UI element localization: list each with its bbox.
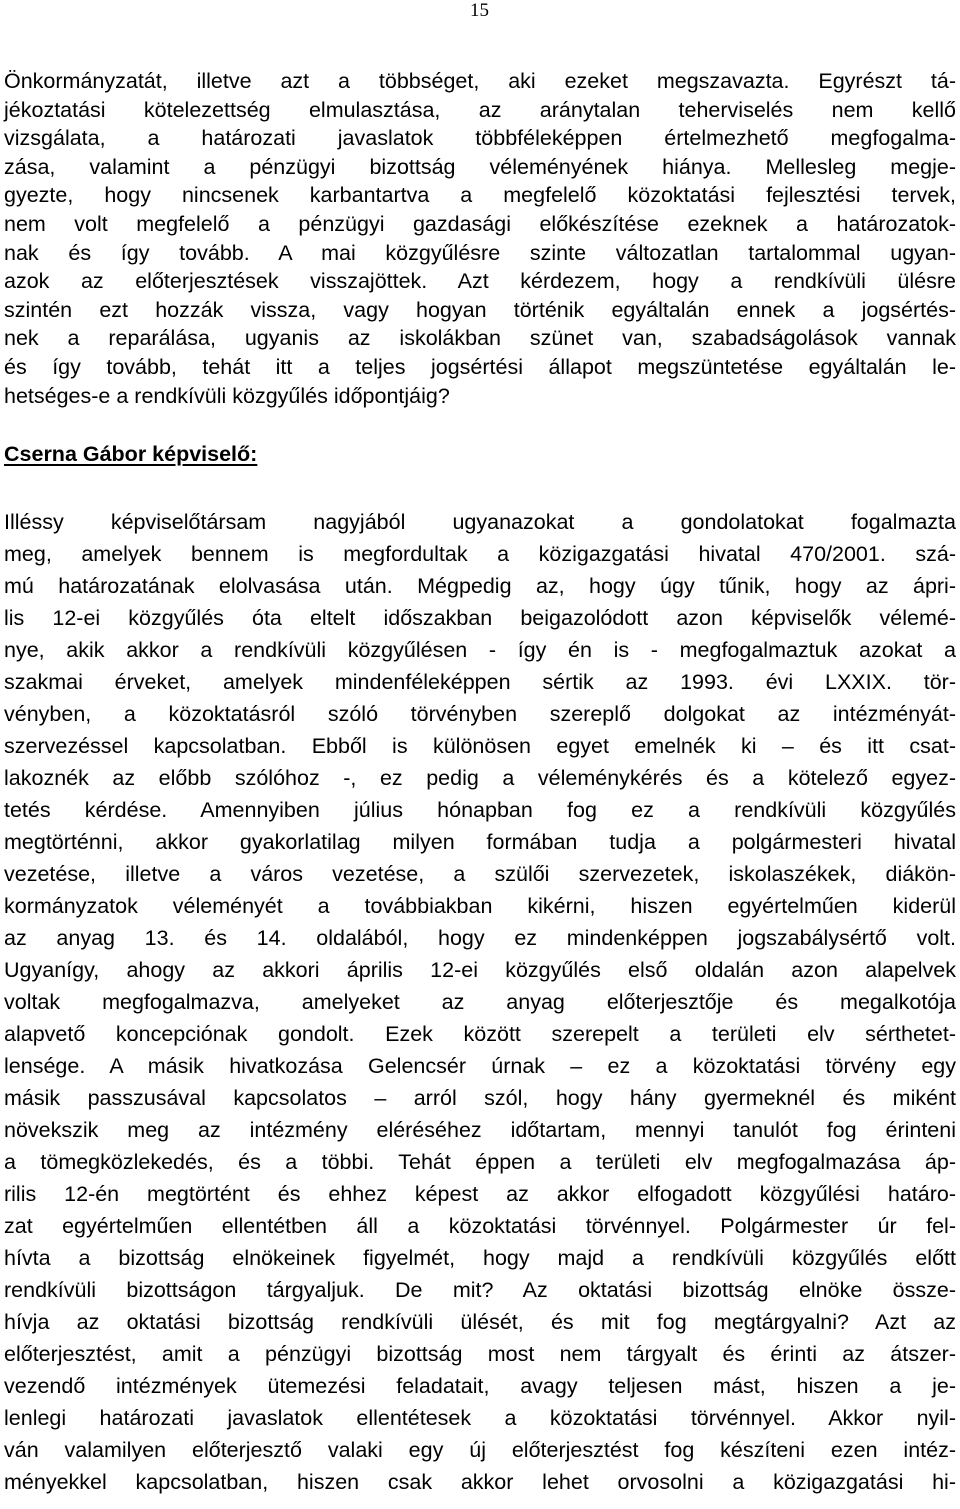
text-line: szakmai érveket, amelyek mindenféleképpen sértik az 1993. évi LXXIX. tör-: [4, 670, 956, 695]
text-line: nem volt megfelelő a pénzügyi gazdasági előkészítése ezeknek a határozatok-: [4, 211, 956, 236]
page-number: 15: [470, 0, 489, 21]
text-line: mú határozatának elolvasása után. Mégpedig az, hogy úgy tűnik, hogy az ápri-: [4, 574, 956, 599]
text-line: zat egyértelműen ellentétben áll a közoktatási törvénnyel. Polgármester úr fel-: [4, 1214, 956, 1239]
text-line: és így tovább, tehát itt a teljes jogsértési állapot megszüntetése egyáltalán le-: [4, 354, 956, 379]
text-line: hetséges-e a rendkívüli közgyűlés időpontjáig?: [4, 383, 450, 408]
text-line: nye, akik akkor a rendkívüli közgyűlésen - így én is - megfogalmaztuk azokat a: [4, 638, 956, 663]
text-line: szintén ezt hozzák vissza, vagy hogyan történik egyáltalán ennek a jogsértés-: [4, 297, 956, 322]
text-line: rilis 12-én megtörtént és ehhez képest az akkor elfogadott közgyűlési határo-: [4, 1182, 956, 1207]
text-line: hívta a bizottság elnökeinek figyelmét, hogy majd a rendkívüli közgyűlés előtt: [4, 1246, 956, 1271]
text-line: vényben, a közoktatásról szóló törvényben szereplő dolgokat az intézményát-: [4, 702, 956, 727]
text-line: kormányzatok véleményét a továbbiakban kikérni, hiszen egyértelműen kiderül: [4, 894, 956, 919]
speaker-heading: Cserna Gábor képviselő:: [4, 442, 258, 467]
text-line: nek a reparálása, ugyanis az iskolákban szünet van, szabadságolások vannak: [4, 326, 956, 351]
text-line: lakoznék az előbb szólóhoz -, ez pedig a véleménykérés és a kötelező egyez-: [4, 766, 956, 791]
text-line: rendkívüli bizottságon tárgyaljuk. De mit? Az oktatási bizottság elnöke össze-: [4, 1278, 956, 1303]
text-line: az anyag 13. és 14. oldalából, hogy ez mindenképpen jogszabálysértő volt.: [4, 926, 956, 951]
text-line: lensége. A másik hivatkozása Gelencsér úrnak – ez a közoktatási törvény egy: [4, 1054, 956, 1079]
text-line: jékoztatási kötelezettség elmulasztása, az aránytalan teherviselés nem kellő: [4, 97, 956, 122]
text-line: Illéssy képviselőtársam nagyjából ugyanazokat a gondolatokat fogalmazta: [4, 510, 956, 535]
text-line: azok az előterjesztések visszajöttek. Azt kérdezem, hogy a rendkívüli ülésre: [4, 269, 956, 294]
text-line: a tömegközlekedés, és a többi. Tehát éppen a területi elv megfogalmazása áp-: [4, 1150, 956, 1175]
text-line: vezetése, illetve a város vezetése, a szülői szervezetek, iskolaszékek, diákön-: [4, 862, 956, 887]
text-line: előterjesztést, amit a pénzügyi bizottság most nem tárgyalt és érinti az átszer-: [4, 1342, 956, 1367]
text-line: Ugyanígy, ahogy az akkori április 12-ei közgyűlés első oldalán azon alapelvek: [4, 958, 956, 983]
text-line: voltak megfogalmazva, amelyeket az anyag előterjesztője és megalkotója: [4, 990, 956, 1015]
text-line: szervezéssel kapcsolatban. Ebből is különösen egyet emelnék ki – és itt csat-: [4, 734, 956, 759]
text-line: növekszik meg az intézmény eléréséhez időtartam, mennyi tanulót fog érinteni: [4, 1118, 956, 1143]
text-line: hívja az oktatási bizottság rendkívüli ülését, és mit fog megtárgyalni? Azt az: [4, 1310, 956, 1335]
text-line: vizsgálata, a határozati javaslatok többféleképpen értelmezhető megfogalma-: [4, 126, 956, 151]
text-line: alapvető koncepciónak gondolt. Ezek között szerepelt a területi elv sérthetet-: [4, 1022, 956, 1047]
text-line: nak és így tovább. A mai közgyűlésre szinte változatlan tartalommal ugyan-: [4, 240, 956, 265]
document-body: [4, 67, 956, 1498]
text-line: lis 12-ei közgyűlés óta eltelt időszakban beigazolódott azon képviselők vélemé-: [4, 606, 956, 631]
text-line: zása, valamint a pénzügyi bizottság véleményének hiánya. Mellesleg megje-: [4, 154, 956, 179]
text-line: Önkormányzatát, illetve azt a többséget, aki ezeket megszavazta. Egyrészt tá-: [4, 69, 956, 93]
paragraph-previous-speaker: [4, 67, 956, 410]
text-line: lenlegi határozati javaslatok ellentétesek a közoktatási törvénnyel. Akkor nyil-: [4, 1406, 956, 1431]
text-line: megtörténni, akkor gyakorlatilag milyen formában tudja a polgármesteri hivatal: [4, 830, 956, 855]
text-line: vezendő intézmények ütemezési feladatait, avagy teljesen mást, hiszen a je-: [4, 1374, 956, 1399]
text-line: ván valamilyen előterjesztő valaki egy új előterjesztést fog készíteni ezen intéz-: [4, 1438, 956, 1463]
text-line: másik passzusával kapcsolatos – arról szól, hogy hány gyermeknél és miként: [4, 1086, 956, 1111]
text-line: meg, amelyek bennem is megfordultak a közigazgatási hivatal 470/2001. szá-: [4, 542, 956, 567]
text-line: tetés kérdése. Amennyiben július hónapban fog ez a rendkívüli közgyűlés: [4, 798, 956, 823]
text-line: ményekkel kapcsolatban, hiszen csak akkor lehet orvosolni a közigazgatási hi-: [4, 1470, 956, 1495]
paragraph-speaker-cserna: [4, 506, 956, 1498]
text-line: gyezte, hogy nincsenek karbantartva a megfelelő közoktatási fejlesztési tervek,: [4, 183, 956, 208]
